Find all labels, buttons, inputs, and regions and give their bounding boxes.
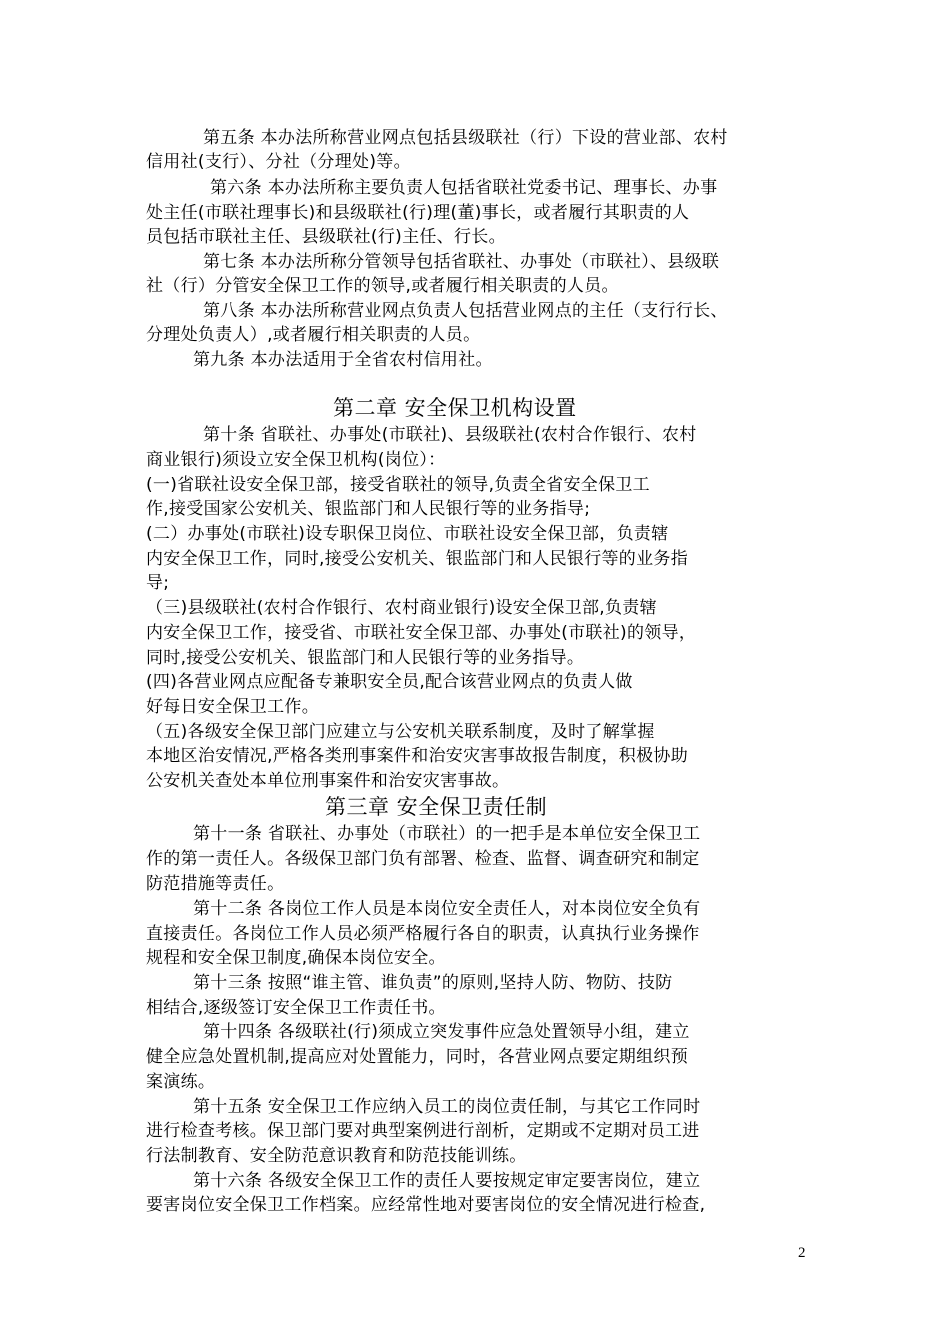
text-line: 内安全保卫工作，接受省、市联社安全保卫部、办事处(市联社)的领导， (146, 623, 697, 643)
text-line: 行法制教育、安全防范意识教育和防范技能训练。 (146, 1146, 527, 1166)
chapter-heading: 第二章 安全保卫机构设置 (333, 396, 577, 420)
text-line: 第九条 本办法适用于全省农村信用社。 (193, 350, 493, 370)
text-line: 本地区治安情况,严格各类刑事案件和治安灾害事故报告制度，积极协助 (146, 746, 689, 766)
text-line: (一)省联社设安全保卫部，接受省联社的领导,负责全省安全保卫工 (146, 475, 650, 495)
text-line: 作,接受国家公安机关、银监部门和人民银行等的业务指导; (146, 499, 591, 519)
text-line: 第十六条 各级安全保卫工作的责任人要按规定审定要害岗位，建立 (193, 1171, 701, 1191)
text-line: 作的第一责任人。各级保卫部门负有部署、检查、监督、调查研究和制定 (146, 849, 700, 869)
text-line: 第八条 本办法所称营业网点负责人包括营业网点的主任（支行行长、 (203, 301, 728, 321)
text-line: 直接责任。各岗位工作人员必须严格履行各自的职责，认真执行业务操作 (146, 924, 700, 944)
text-line: 分理处负责人）,或者履行相关职责的人员。 (146, 325, 481, 345)
text-line: 信用社(支行）、分社（分理处)等。 (146, 152, 411, 172)
text-line: 第六条 本办法所称主要负责人包括省联社党委书记、理事长、办事 (210, 178, 718, 198)
text-line: 好每日安全保卫工作。 (146, 697, 319, 717)
text-line: 社（行）分管安全保卫工作的领导,或者履行相关职责的人员。 (146, 276, 619, 296)
text-line: 第十二条 各岗位工作人员是本岗位安全责任人，对本岗位安全负有 (193, 899, 701, 919)
text-line: 第十一条 省联社、办事处（市联社）的一把手是本单位安全保卫工 (193, 824, 701, 844)
text-line: 相结合,逐级签订安全保卫工作责任书。 (146, 998, 446, 1018)
text-line: 第十条 省联社、办事处(市联社)、县级联社(农村合作银行、农村 (203, 425, 697, 445)
text-line: 同时,接受公安机关、银监部门和人民银行等的业务指导。 (146, 648, 585, 668)
text-line: 第七条 本办法所称分管领导包括省联社、办事处（市联社）、县级联 (203, 252, 720, 272)
text-line: 员包括市联社主任、县级联社(行)主任、行长。 (146, 227, 506, 247)
text-line: 商业银行)须设立安全保卫机构(岗位）： (146, 450, 446, 470)
text-line: 防范措施等责任。 (146, 874, 285, 894)
text-line: 规程和安全保卫制度,确保本岗位安全。 (146, 948, 446, 968)
text-line: 第十三条 按照“谁主管、谁负责”的原则,坚持人防、物防、技防 (193, 973, 673, 993)
text-line: 案演练。 (146, 1072, 216, 1092)
text-line: 第十五条 安全保卫工作应纳入员工的岗位责任制，与其它工作同时 (193, 1097, 701, 1117)
chapter-heading: 第三章 安全保卫责任制 (325, 795, 548, 819)
text-line: 健全应急处置机制,提高应对处置能力，同时，各营业网点要定期组织预 (146, 1047, 689, 1067)
text-line: （五)各级安全保卫部门应建立与公安机关联系制度，及时了解掌握 (146, 722, 655, 742)
text-line: 第五条 本办法所称营业网点包括县级联社（行）下设的营业部、农村 (203, 128, 728, 148)
text-line: (四)各营业网点应配备专兼职安全员,配合该营业网点的负责人做 (146, 672, 633, 692)
text-line: 内安全保卫工作，同时,接受公安机关、银监部门和人民银行等的业务指 (146, 549, 689, 569)
text-line: 处主任(市联社理事长)和县级联社(行)理(董)事长，或者履行其职责的人 (146, 203, 690, 223)
text-line: 要害岗位安全保卫工作档案。应经常性地对要害岗位的安全情况进行检查, (146, 1195, 706, 1215)
text-line: (二）办事处(市联社)设专职保卫岗位、市联社设安全保卫部，负责辖 (146, 524, 669, 544)
text-line: 导; (146, 573, 170, 593)
text-line: 进行检查考核。保卫部门要对典型案例进行剖析，定期或不定期对员工进 (146, 1121, 700, 1141)
text-line: 第十四条 各级联社(行)须成立突发事件应急处置领导小组，建立 (203, 1022, 690, 1042)
text-line: （三)县级联社(农村合作银行、农村商业银行)设安全保卫部,负责辖 (146, 598, 657, 618)
page-number: 2 (798, 1245, 806, 1261)
text-line: 公安机关查处本单位刑事案件和治安灾害事故。 (146, 771, 510, 791)
